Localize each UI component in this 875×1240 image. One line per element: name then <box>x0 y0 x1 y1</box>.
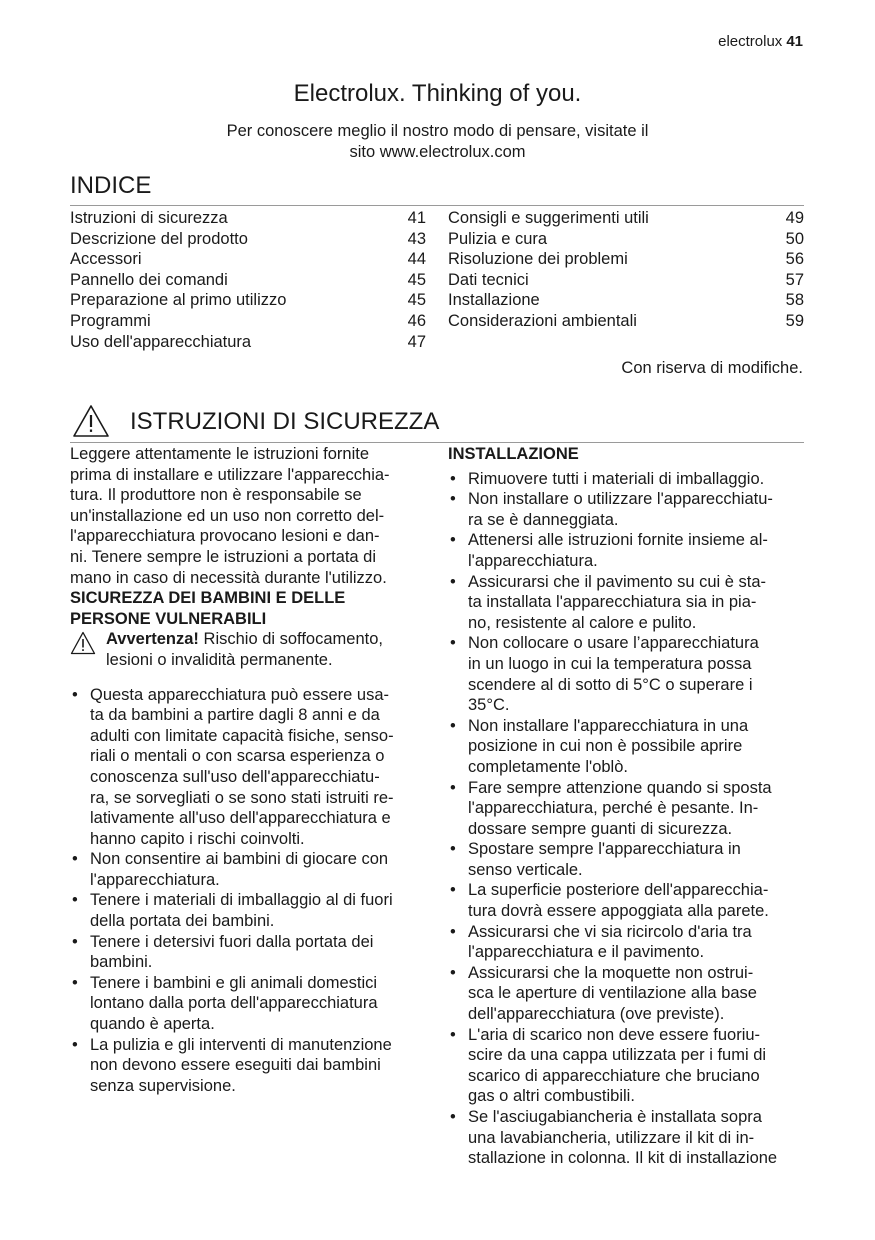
toc-entry-label: Pulizia e cura <box>448 229 548 248</box>
list-item <box>448 716 808 778</box>
brand-name: electrolux <box>718 33 783 50</box>
list-item <box>70 1035 426 1097</box>
text-line: posizione in cui non è possibile aprire <box>468 737 743 756</box>
text-line: quando è aperta. <box>90 1015 215 1034</box>
text-line: bambini. <box>90 953 153 972</box>
toc-entry-label: Uso dell'apparecchiatura <box>70 332 252 351</box>
text-line: ra se è danneggiata. <box>468 510 619 529</box>
toc-entry-label: Considerazioni ambientali <box>448 311 637 330</box>
list-item <box>448 963 808 1025</box>
text-line: Non collocare o usare l’apparecchiatura <box>468 634 759 653</box>
toc-entry[interactable] <box>448 229 804 250</box>
toc-entry[interactable] <box>70 249 426 270</box>
text-line: scendere al di sotto di 5°C o superare i <box>468 675 753 694</box>
text-line: Attenersi alle istruzioni fornite insieme al- <box>468 531 768 550</box>
text-line: Non installare l'apparecchiatura in una <box>468 716 749 735</box>
toc-entry-page: 56 <box>785 250 804 269</box>
text-line: in un luogo in cui la temperatura possa <box>468 654 752 673</box>
toc-entry[interactable] <box>448 270 804 291</box>
toc-entry-page: 47 <box>407 332 426 351</box>
list-item <box>448 922 808 963</box>
text-line: PERSONE VULNERABILI <box>70 609 267 628</box>
text-line: sca le aperture di ventilazione alla base <box>468 984 757 1003</box>
toc-entry-page: 44 <box>407 250 426 269</box>
toc-entry-page: 57 <box>785 270 804 289</box>
list-item <box>448 839 808 880</box>
text-line: lontano dalla porta dell'apparecchiatura <box>90 994 378 1013</box>
text-line: prima di installare e utilizzare l'apparecchia- <box>70 465 390 484</box>
text-line: scarico di apparecchiature che bruciano <box>468 1066 760 1085</box>
text-line: tura. Il produttore non è responsabile se <box>70 486 362 505</box>
right-column <box>448 444 808 1169</box>
warning-text: lesioni o invalidità permanente. <box>106 650 333 669</box>
list-item <box>70 685 426 850</box>
safety-intro-paragraph <box>70 444 426 588</box>
text-line: l'apparecchiatura e il pavimento. <box>468 943 705 962</box>
text-line: Rimuovere tutti i materiali di imballaggio. <box>468 469 765 488</box>
safety-section-header <box>70 400 804 443</box>
text-line: Assicurarsi che la moquette non ostrui- <box>468 963 754 982</box>
toc-entry-label: Istruzioni di sicurezza <box>70 209 228 227</box>
toc-entry[interactable] <box>70 270 426 291</box>
text-line: ra, se sorvegliati o se sono stati istruiti re- <box>90 788 394 807</box>
toc-entry-page: 46 <box>407 311 426 330</box>
text-line: gas o altri combustibili. <box>468 1087 635 1106</box>
list-item <box>448 469 808 490</box>
list-item <box>70 973 426 1035</box>
text-line: lativamente all'uso dell'apparecchiatura e <box>90 809 391 828</box>
toc-entry-page: 49 <box>785 209 804 227</box>
toc-entry-page: 45 <box>407 270 426 289</box>
toc-entry-page: 43 <box>407 229 426 248</box>
list-item <box>448 1025 808 1107</box>
toc-entry[interactable] <box>70 208 426 229</box>
list-item <box>70 849 426 890</box>
toc-entry-label: Pannello dei comandi <box>70 270 228 289</box>
text-line: scire da una cappa utilizzata per i fumi di <box>468 1046 767 1065</box>
text-line: stallazione in colonna. Il kit di installazione <box>468 1149 778 1168</box>
text-line: Assicurarsi che il pavimento su cui è sta- <box>468 572 767 591</box>
toc-entry-label: Consigli e suggerimenti utili <box>448 209 649 227</box>
text-line: Spostare sempre l'apparecchiatura in <box>468 840 741 859</box>
list-item <box>448 530 808 571</box>
text-line: no, resistente al calore e pulito. <box>468 613 697 632</box>
revision-notice: Con riserva di modifiche. <box>621 359 803 377</box>
toc-entry[interactable] <box>448 208 804 229</box>
text-line: L'aria di scarico non deve essere fuoriu- <box>468 1025 761 1044</box>
list-item <box>70 932 426 973</box>
warning-triangle-icon <box>72 404 110 443</box>
text-line: ni. Tenere sempre le istruzioni a portata di <box>70 547 377 566</box>
toc-entry[interactable] <box>70 229 426 250</box>
section-title: ISTRUZIONI DI SICUREZZA <box>130 408 440 435</box>
toc-entry[interactable] <box>70 311 426 332</box>
text-line: un'installazione ed un uso non corretto del- <box>70 506 385 525</box>
divider <box>70 205 804 206</box>
list-item <box>448 880 808 921</box>
warning-text: Rischio di soffocamento, <box>198 630 383 649</box>
text-line: La superficie posteriore dell'apparecchia- <box>468 881 769 900</box>
warning-label: Avvertenza! <box>106 630 199 649</box>
text-line: tura dovrà essere appoggiata alla parete. <box>468 902 769 921</box>
text-line: conoscenza sull'uso dell'apparecchiatu- <box>90 767 380 786</box>
text-line: l'apparecchiatura, perché è pesante. In- <box>468 799 759 818</box>
page-number: 41 <box>786 33 803 50</box>
toc-entry[interactable] <box>448 311 804 332</box>
text-line: ta installata l'apparecchiatura sia in pia- <box>468 593 757 612</box>
toc-entry-label: Accessori <box>70 250 142 269</box>
text-line: hanno capito i rischi coinvolti. <box>90 829 305 848</box>
text-line: una lavabiancheria, utilizzare il kit di in- <box>468 1128 755 1147</box>
toc-right-column <box>448 208 804 332</box>
toc-entry[interactable] <box>448 290 804 311</box>
left-column <box>70 444 426 1096</box>
list-item <box>448 778 808 840</box>
text-line: completamente l'oblò. <box>468 757 628 776</box>
text-line: Fare sempre attenzione quando si sposta <box>468 778 772 797</box>
text-line: dell'apparecchiatura (ove previste). <box>468 1005 725 1024</box>
intro-text <box>0 121 875 163</box>
text-line: senza supervisione. <box>90 1076 236 1095</box>
toc-entry[interactable] <box>70 332 426 353</box>
warning-triangle-icon <box>70 631 96 661</box>
text-line: 35°C. <box>468 696 510 715</box>
index-title: INDICE <box>70 172 152 199</box>
toc-entry-page: 41 <box>407 209 426 227</box>
toc-entry[interactable] <box>448 249 804 270</box>
text-line: l'apparecchiatura. <box>468 551 598 570</box>
toc-entry-page: 58 <box>785 291 804 310</box>
text-line: Non consentire ai bambini di giocare con <box>90 850 389 869</box>
toc-entry-label: Dati tecnici <box>448 270 529 289</box>
text-line: SICUREZZA DEI BAMBINI E DELLE <box>70 589 346 608</box>
toc-entry-label: Programmi <box>70 311 151 330</box>
children-safety-list <box>70 685 426 1097</box>
toc-left-column <box>70 208 426 352</box>
text-line: mano in caso di necessità durante l'utilizzo. <box>70 568 387 587</box>
text-line: della portata dei bambini. <box>90 912 275 931</box>
text-line: Se l'asciugabiancheria è installata sopra <box>468 1108 762 1126</box>
toc-entry-page: 45 <box>407 291 426 310</box>
warning-note <box>70 629 426 670</box>
text-line: non devono essere eseguiti dai bambini <box>90 1056 381 1075</box>
installation-heading: INSTALLAZIONE <box>448 445 579 463</box>
text-line: riali o mentali o con scarsa esperienza o <box>90 747 385 766</box>
text-line: adulti con limitate capacità fisiche, senso- <box>90 726 394 745</box>
toc-entry[interactable] <box>70 290 426 311</box>
toc-entry-label: Descrizione del prodotto <box>70 229 248 248</box>
text-line: Questa apparecchiatura può essere usa- <box>90 685 390 704</box>
intro-line: sito www.electrolux.com <box>349 143 526 161</box>
text-line: Non installare o utilizzare l'apparecchiatu- <box>468 490 773 509</box>
page-header <box>718 33 803 50</box>
toc-entry-page: 59 <box>785 311 804 330</box>
list-item <box>70 890 426 931</box>
toc-entry-label: Preparazione al primo utilizzo <box>70 291 287 310</box>
text-line: l'apparecchiatura provocano lesioni e dan- <box>70 527 380 546</box>
list-item <box>448 489 808 530</box>
text-line: Tenere i materiali di imballaggio al di fuori <box>90 891 393 910</box>
text-line: Tenere i bambini e gli animali domestici <box>90 973 378 992</box>
text-line: La pulizia e gli interventi di manutenzione <box>90 1035 392 1054</box>
toc-entry-page: 50 <box>785 229 804 248</box>
text-line: l'apparecchiatura. <box>90 870 220 889</box>
tagline: Electrolux. Thinking of you. <box>293 80 582 107</box>
text-line: ta da bambini a partire dagli 8 anni e da <box>90 706 380 725</box>
children-safety-heading <box>70 588 426 629</box>
toc-entry-label: Installazione <box>448 291 540 310</box>
text-line: dossare sempre guanti di sicurezza. <box>468 819 733 838</box>
list-item <box>448 572 808 634</box>
list-item <box>448 633 808 715</box>
list-item <box>448 1107 808 1169</box>
intro-line: Per conoscere meglio il nostro modo di pensare, visitate il <box>226 122 649 140</box>
text-line: Assicurarsi che vi sia ricircolo d'aria tra <box>468 922 752 941</box>
text-line: Leggere attentamente le istruzioni fornite <box>70 445 370 463</box>
text-line: senso verticale. <box>468 860 583 879</box>
installation-list <box>448 469 808 1169</box>
toc-entry-label: Risoluzione dei problemi <box>448 250 628 269</box>
text-line: Tenere i detersivi fuori dalla portata dei <box>90 932 374 951</box>
